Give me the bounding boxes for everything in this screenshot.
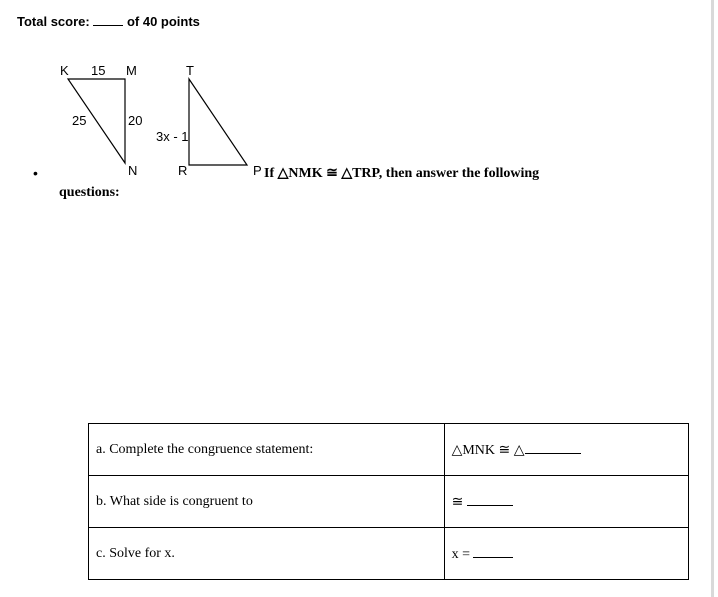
answer-cell: [444, 424, 688, 476]
question-cell: a. Complete the congruence statement:: [89, 424, 445, 476]
vertex-m-label: M: [126, 63, 137, 78]
answer-prefix: △MNK ≅ △: [451, 442, 525, 458]
table-row: [89, 528, 689, 580]
question-cell: b. What side is congruent to: [89, 476, 445, 528]
page-edge-rule: [711, 0, 714, 597]
side-mn-label: 20: [128, 113, 143, 128]
vertex-t-label: T: [186, 63, 194, 78]
table-row: [89, 476, 689, 528]
question-table: [88, 423, 689, 580]
prompt-line-1: If △NMK ≅ △TRP, then answer the following: [264, 166, 540, 181]
vertex-k-label: K: [60, 63, 69, 78]
side-kn-label: 25: [72, 113, 87, 128]
vertex-n-label: N: [128, 163, 138, 178]
vertex-r-label: R: [178, 163, 188, 178]
answer-cell: [444, 528, 688, 580]
total-score-label: Total score:: [17, 14, 90, 29]
answer-prefix: ≅: [451, 494, 464, 510]
triangle-trp: [189, 79, 247, 165]
triangles-figure: [0, 0, 300, 190]
answer-prefix: x =: [451, 546, 470, 562]
vertex-p-label: P: [253, 163, 262, 178]
answer-blank[interactable]: [473, 545, 513, 558]
answer-cell: [444, 476, 688, 528]
table-row: [89, 424, 689, 476]
total-score-suffix: of 40 points: [126, 14, 200, 29]
prompt-line-2: questions:: [59, 185, 120, 200]
answer-blank[interactable]: [525, 441, 581, 454]
answer-blank[interactable]: [467, 493, 513, 506]
side-km-label: 15: [91, 63, 106, 78]
list-bullet: •: [33, 165, 38, 181]
side-tr-label: 3x - 1: [156, 129, 189, 144]
question-cell: c. Solve for x.: [89, 528, 445, 580]
